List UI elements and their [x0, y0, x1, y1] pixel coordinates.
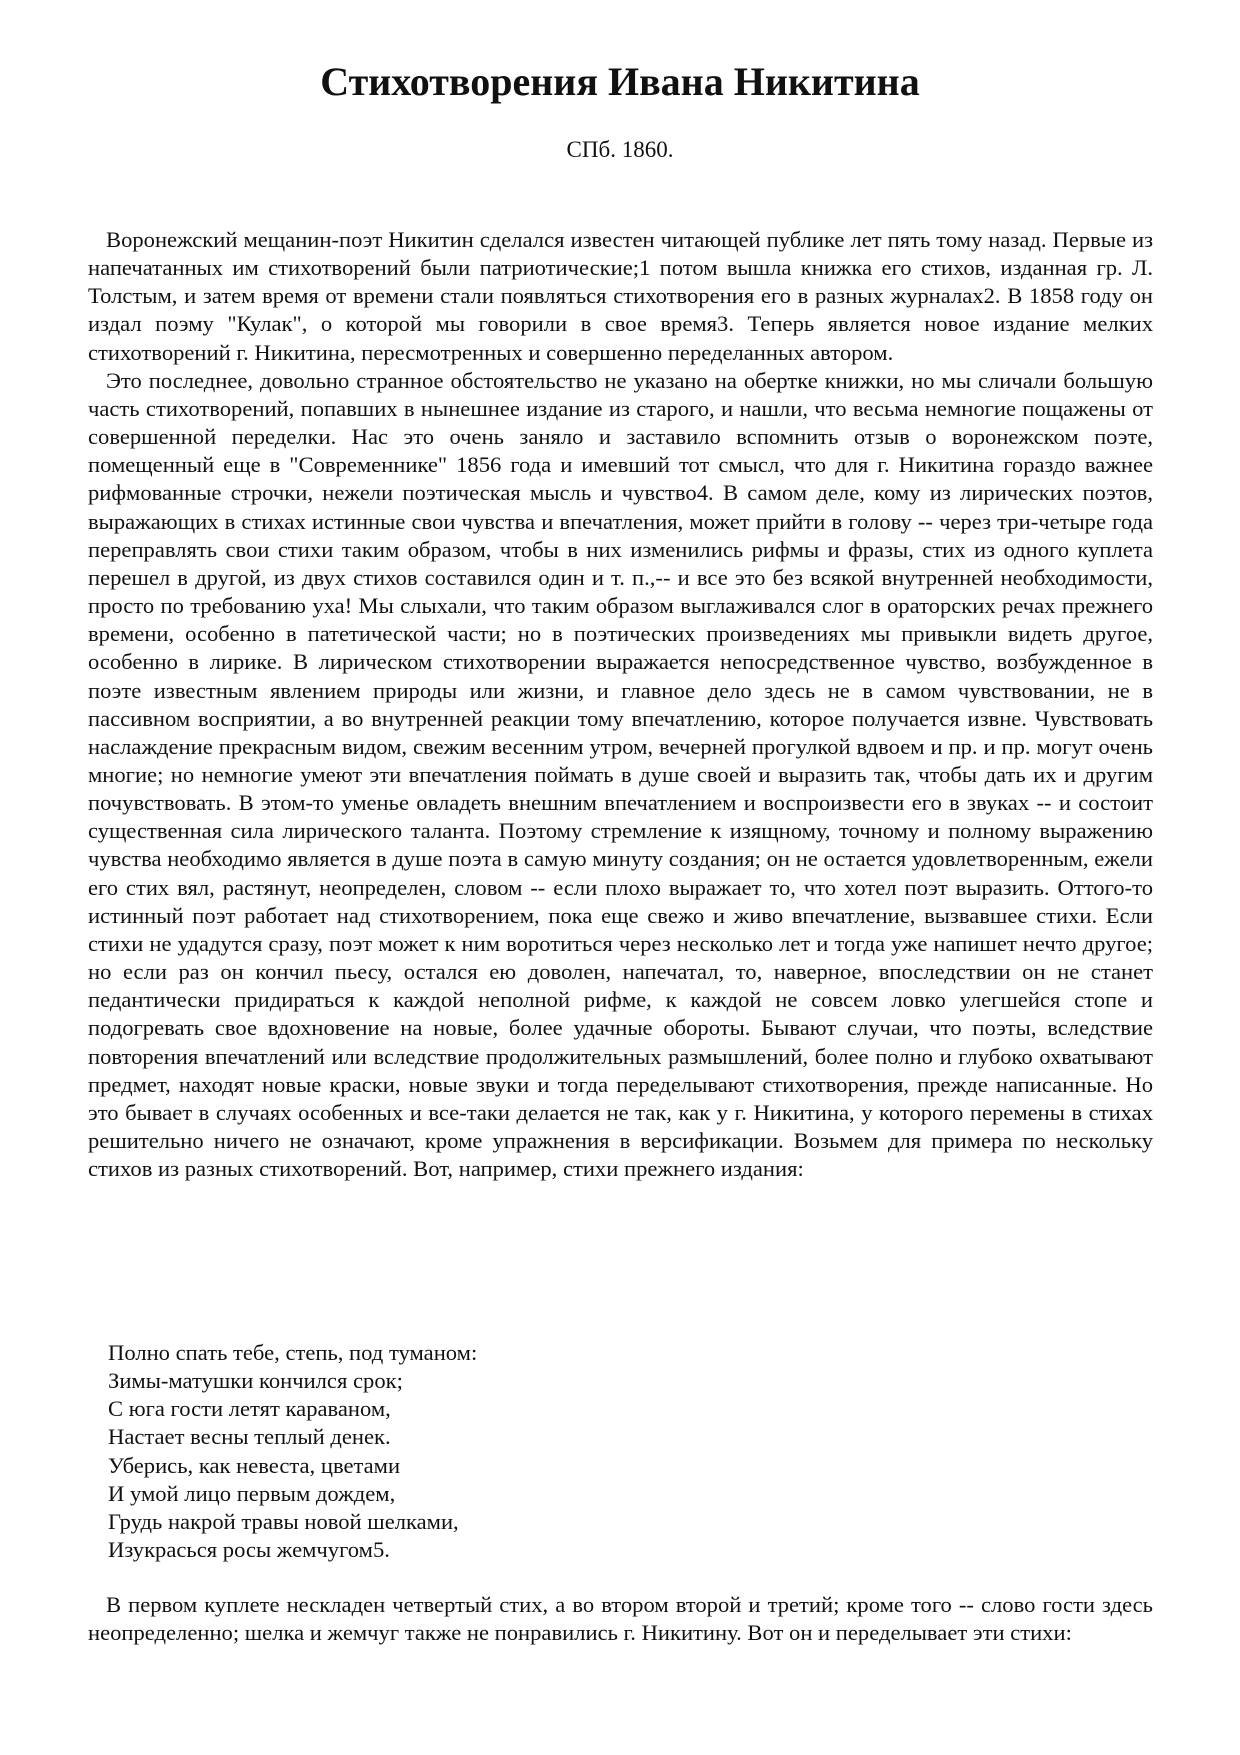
publication-info: СПб. 1860. — [566, 137, 674, 162]
paragraph-critique: Это последнее, довольно странное обстоятельство не указано на обертке книжки, но мы сличали большую часть стихотворений, попавших в нынешнее издание из старого, и нашли, что весьма немногие пощажены от совершенной переделки. Нас это очень заняло и заставило вспомнить отзыв о воронежском поэте, помещенный еще в "Современнике" 1856 года и имевший тот смысл, что для г. Никитина гораздо важнее рифмованные строчки, нежели поэтическая мысль и чувство4. В самом деле, кому из лирических поэтов, выражающих в стихах истинные свои чувства и впечатления, может прийти в голову -- через три-четыре года переправлять свои стихи таким образом, чтобы в них изменились рифмы и фразы, стих из одного куплета перешел в другой, из двух стихов составился один и т. п.,-- и все это без всякой внутренней необходимости, просто по требованию уха! Мы слыхали, что таким образом выглаживался слог в ораторских речах прежнего времени, особенно в патетической части; но в поэтических произведениях мы привыкли видеть другое, особенно в лирике. В лирическом стихотворении выражается непосредственное чувство, возбужденное в поэте известным явлением природы или жизни, и главное дело здесь не в самом чувствовании, не в пассивном восприятии, а во внутренней реакции тому впечатлению, которое получается извне. Чувствовать наслаждение прекрасным видом, свежим весенним утром, вечерней прогулкой вдвоем и пр. и пр. могут очень многие; но немногие умеют эти впечатления поймать в душе своей и выразить так, чтобы дать их и другим почувствовать. В этом-то уменье овладеть внешним впечатлением и воспроизвести его в звуках -- и состоит существенная сила лирического таланта. Поэтому стремление к изящному, точному и полному выражению чувства необходимо является в душе поэта в самую минуту создания; он не остается удовлетворенным, ежели его стих вял, растянут, неопределен, словом -- если плохо выражает то, что хотел поэт выразить. Оттого-то истинный поэт работает над стихотворением, пока еще свежо и живо впечатление, вызвавшее стихи. Если стихи не удадутся сразу, поэт может к ним воротиться через несколько лет и тогда уже напишет нечто другое; но если раз он кончил пьесу, остался ею доволен, напечатал, то, наверное, впоследствии он не станет педантически придираться к каждой неполной рифме, к каждой не совсем ловко улегшейся стопе и подогревать свое вдохновение на новые, более удачные обороты. Бывают случаи, что поэты, вследствие повторения впечатлений или вследствие продолжительных размышлений, более полно и глубоко охватывают предмет, находят новые краски, новые звуки и тогда переделывают стихотворения, прежде написанные. Но это бывает в случаях особенных и все-таки делается не так, как у г. Никитина, у которого перемены в стихах решительно ничего не означают, кроме упражнения в версификации. Возьмем для примера по нескольку стихов из разных стихотворений. Вот, например, стихи прежнего издания: — [88, 367, 1153, 1182]
poem-line: Зимы-матушки кончился срок; — [108, 1368, 403, 1394]
paragraph-intro: Воронежский мещанин-поэт Никитин сделался известен читающей публике лет пять тому назад. Первые из напечатанных им стихотворений были патриотические;1 потом вышла книжка его стихов, изданная гр. Л. Толстым, и затем время от времени стали появляться стихотворения его в разных журналах2. В 1858 году он издал поэму "Кулак", о которой мы говорили в свое время3. Теперь является новое издание мелких стихотворений г. Никитина, пересмотренных и совершенно переделанных автором. — [88, 227, 1153, 365]
poem-line: Полно спать тебе, степь, под туманом: — [108, 1340, 478, 1365]
document-title: Стихотворения Ивана Никитина — [320, 59, 920, 104]
article-body — [88, 226, 1153, 1183]
paragraph-closing: В первом куплете нескладен четвертый стих, а во втором второй и третий; кроме того -- слово гости здесь неопределенно; шелка и жемчуг также не понравились г. Никитину. Вот он и переделывает эти стихи: — [88, 1592, 1153, 1646]
poem-quote — [108, 1339, 477, 1564]
article-body-continued — [88, 1591, 1153, 1647]
poem-line: И умой лицо первым дождем, — [108, 1480, 396, 1506]
poem-line: Изукрасься росы жемчугом5. — [108, 1537, 390, 1563]
poem-line: Настает весны теплый денек. — [108, 1424, 391, 1450]
poem-line: С юга гости летят караваном, — [108, 1396, 391, 1422]
poem-line: Грудь накрой травы новой шелками, — [108, 1508, 459, 1534]
poem-line: Уберись, как невеста, цветами — [108, 1452, 401, 1478]
